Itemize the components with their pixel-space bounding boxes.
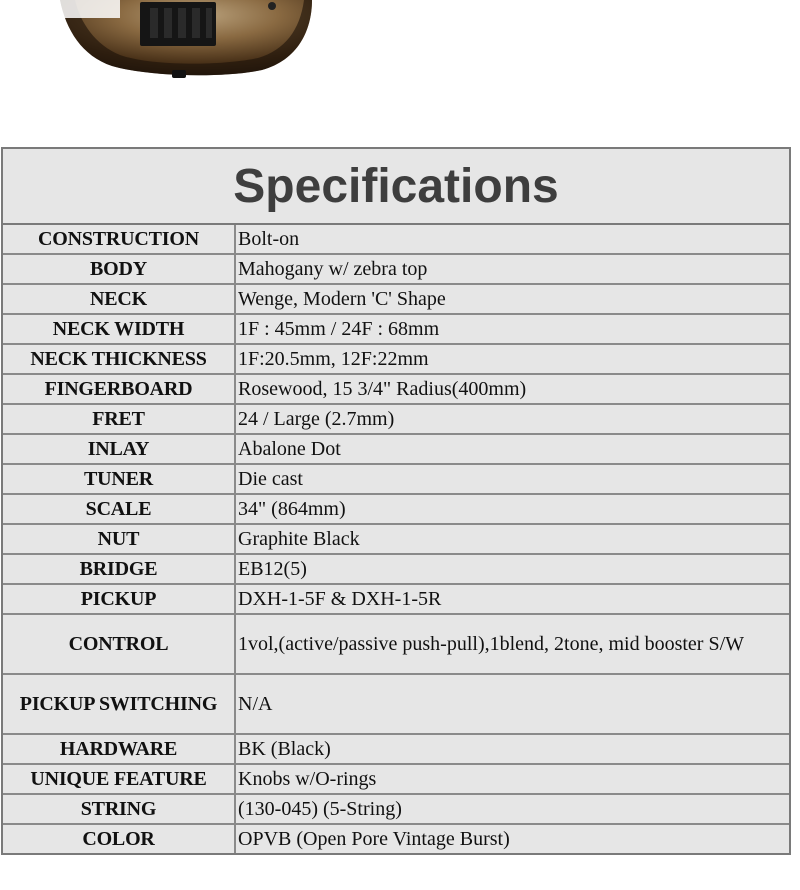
- table-row: [3, 584, 789, 614]
- spec-label: CONTROL: [3, 614, 235, 674]
- spec-label: NECK THICKNESS: [3, 344, 235, 374]
- spec-label: INLAY: [3, 434, 235, 464]
- table-row: [3, 494, 789, 524]
- specifications-title: Specifications: [3, 149, 789, 225]
- spec-value: Die cast: [235, 464, 789, 494]
- spec-value: 1F : 45mm / 24F : 68mm: [235, 314, 789, 344]
- table-row: [3, 524, 789, 554]
- specifications-table-panel: [1, 147, 791, 855]
- spec-value: Mahogany w/ zebra top: [235, 254, 789, 284]
- spec-value: EB12(5): [235, 554, 789, 584]
- table-row: [3, 764, 789, 794]
- spec-label: NECK: [3, 284, 235, 314]
- spec-value: 1F:20.5mm, 12F:22mm: [235, 344, 789, 374]
- table-row: [3, 554, 789, 584]
- table-row: [3, 254, 789, 284]
- spec-label: BRIDGE: [3, 554, 235, 584]
- spec-value: Knobs w/O-rings: [235, 764, 789, 794]
- spec-value: BK (Black): [235, 734, 789, 764]
- product-image-area: [0, 0, 800, 148]
- specifications-table: [3, 225, 789, 853]
- spec-label: HARDWARE: [3, 734, 235, 764]
- spec-value: (130-045) (5-String): [235, 794, 789, 824]
- table-row: [3, 674, 789, 734]
- spec-value: Abalone Dot: [235, 434, 789, 464]
- spec-label: NUT: [3, 524, 235, 554]
- spec-value: Wenge, Modern 'C' Shape: [235, 284, 789, 314]
- spec-label: NECK WIDTH: [3, 314, 235, 344]
- spec-label: TUNER: [3, 464, 235, 494]
- guitar-body-icon: [0, 0, 800, 148]
- spec-value: Rosewood, 15 3/4" Radius(400mm): [235, 374, 789, 404]
- table-row: [3, 434, 789, 464]
- spec-label: PICKUP: [3, 584, 235, 614]
- table-row: [3, 404, 789, 434]
- spec-label: PICKUP SWITCHING: [3, 674, 235, 734]
- spec-value: Bolt-on: [235, 225, 789, 254]
- spec-label: FRET: [3, 404, 235, 434]
- spec-value: 1vol,(active/passive push-pull),1blend, 2tone, mid booster S/W: [235, 614, 789, 674]
- table-row: [3, 374, 789, 404]
- table-row: [3, 284, 789, 314]
- table-row: [3, 314, 789, 344]
- table-row: [3, 734, 789, 764]
- spec-value: Graphite Black: [235, 524, 789, 554]
- spec-value: DXH-1-5F & DXH-1-5R: [235, 584, 789, 614]
- table-row: [3, 824, 789, 853]
- spec-label: SCALE: [3, 494, 235, 524]
- spec-label: FINGERBOARD: [3, 374, 235, 404]
- table-row: [3, 464, 789, 494]
- table-row: [3, 225, 789, 254]
- spec-label: STRING: [3, 794, 235, 824]
- table-row: [3, 794, 789, 824]
- spec-value: 34" (864mm): [235, 494, 789, 524]
- table-row: [3, 614, 789, 674]
- spec-label: UNIQUE FEATURE: [3, 764, 235, 794]
- spec-label: COLOR: [3, 824, 235, 853]
- spec-label: BODY: [3, 254, 235, 284]
- spec-value: 24 / Large (2.7mm): [235, 404, 789, 434]
- table-row: [3, 344, 789, 374]
- spec-label: CONSTRUCTION: [3, 225, 235, 254]
- spec-value: OPVB (Open Pore Vintage Burst): [235, 824, 789, 853]
- spec-value: N/A: [235, 674, 789, 734]
